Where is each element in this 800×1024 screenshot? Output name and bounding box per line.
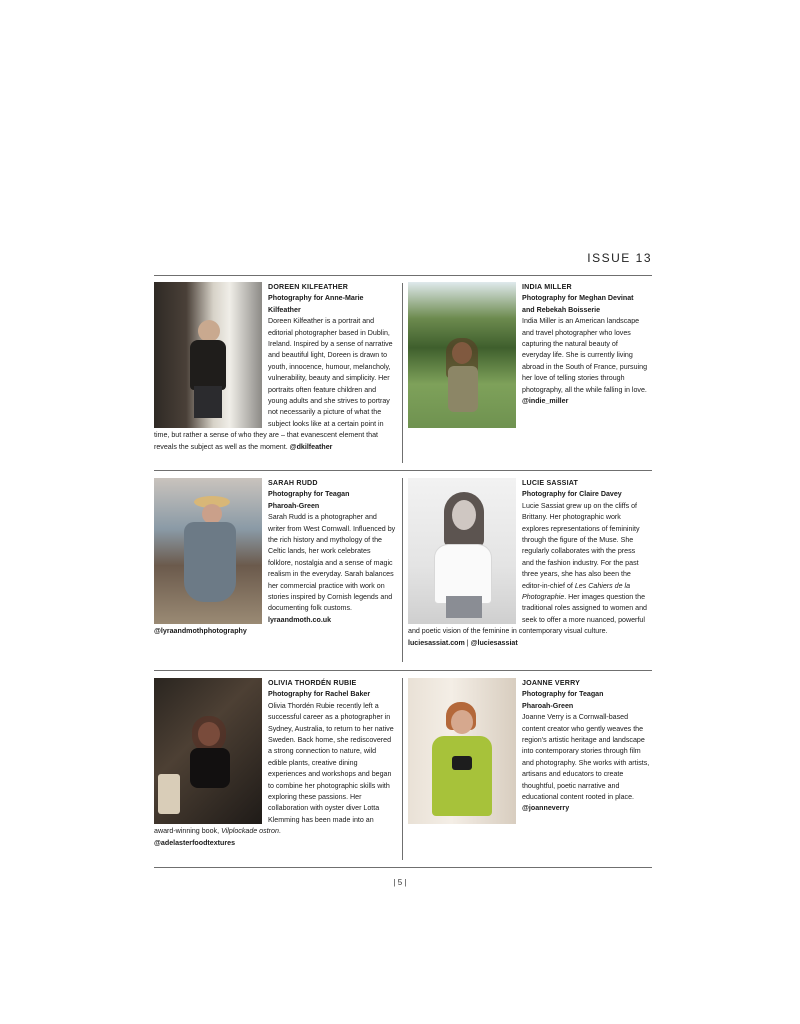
contributor-website[interactable]: luciesassiat.com	[408, 638, 465, 647]
contributor-credit: Photography for Claire Davey	[522, 490, 622, 499]
contributor-joanne-verry	[408, 678, 652, 824]
issue-label: ISSUE 13	[587, 251, 652, 265]
contributor-handle[interactable]: @indie_miller	[522, 397, 569, 406]
contributor-credit: Photography for Anne-Marie Kilfeather	[268, 294, 364, 314]
row-divider-2	[154, 670, 652, 671]
row-divider-1	[154, 470, 652, 471]
contributor-bio: Olivia Thordén Rubie recently left a successful career as a photographer in Sydney, Australia, to return to her native Sweden. Back home, she rediscovered a strong connection to nature, wild edible plants, creative dining experiences and workshops and began to combine her photographic skills with exploring these passions. Her collaboration with oyster diver Lotta Klemming has been made into an award-winning book, Vilplockade ostron.	[154, 701, 394, 836]
photo-doreen-kilfeather	[154, 282, 262, 428]
contributor-credit: Photography for Rachel Baker	[268, 690, 371, 699]
photo-joanne-verry	[408, 678, 516, 824]
photo-olivia-thorden-rubie	[154, 678, 262, 824]
contributor-name: DOREEN KILFEATHER	[268, 283, 349, 291]
photo-sarah-rudd	[154, 478, 262, 624]
contributor-website[interactable]: lyraandmoth.co.uk	[268, 615, 332, 624]
contributor-credit: Photography for Teagan Pharoah-Green	[268, 490, 350, 510]
contributor-handle[interactable]: @dkilfeather	[289, 442, 333, 451]
contributor-name: JOANNE VERRY	[522, 679, 581, 687]
contributor-lucie-sassiat	[408, 478, 648, 649]
top-rule	[154, 275, 652, 276]
contributor-bio: Sarah Rudd is a photographer and writer from West Cornwall. Influenced by the rich history and mythology of the Celtic lands, her work celebrates folklore, nostalgia and a sense of magic realism in the everyday. Sarah balances her commercial practice with work on stories inspired by Cornish legends and documenting folk customs.	[268, 513, 396, 613]
bottom-rule	[154, 867, 652, 868]
contributor-india-miller	[408, 282, 648, 428]
column-divider-3	[402, 678, 403, 860]
column-divider-2	[402, 478, 403, 662]
contributor-name: SARAH RUDD	[268, 479, 318, 487]
contributor-name: OLIVIA THORDÉN RUBIE	[268, 679, 357, 687]
photo-lucie-sassiat	[408, 478, 516, 624]
link-separator: |	[464, 638, 471, 647]
contributor-doreen-kilfeather	[154, 282, 396, 453]
contributor-bio: Lucie Sassiat grew up on the cliffs of Brittany. Her photographic work explores representations of femininity through the figure of the Muse. She regularly collaborates with the press and the fashion industry. For the past three years, she has also been the editor-in-chief of Les Cahiers de la Photographie. Her images question the traditional roles assigned to women and seek to offer a more nuanced, powerful and poetic vision of the feminine in contemporary visual culture.	[408, 501, 648, 636]
contributor-sarah-rudd	[154, 478, 396, 638]
contributor-handle[interactable]: @lyraandmothphotography	[154, 627, 247, 636]
column-divider-1	[402, 283, 403, 463]
contributor-handle[interactable]: @joanneverry	[522, 804, 570, 813]
contributor-name: LUCIE SASSIAT	[522, 479, 579, 487]
contributor-handle[interactable]: @adelasterfoodtextures	[154, 838, 236, 847]
contributor-credit: Photography for Teagan Pharoah-Green	[522, 690, 604, 710]
photo-india-miller	[408, 282, 516, 428]
contributor-credit: Photography for Meghan Devinat and Rebekah Boisserie	[522, 294, 634, 314]
contributor-name: INDIA MILLER	[522, 283, 572, 291]
page-number: | 5 |	[393, 878, 407, 887]
contributor-olivia-thorden-rubie	[154, 678, 396, 849]
contributor-bio: India Miller is an American landscape and travel photographer who loves capturing the natural beauty of everyday life. She is currently living abroad in the South of France, pursuing her love of telling stories through photography, all the while falling in love.	[522, 317, 648, 394]
contributor-handle[interactable]: @luciesassiat	[470, 638, 518, 647]
contributor-bio: Doreen Kilfeather is a portrait and editorial photographer based in Dublin, Ireland. Inspired by a sense of narrative and beautiful light, Doreen is drawn to youth, innocence, humour, melancholy, vulnerability, beauty and simplicity. Her portraits often feature children and young adults and she strives to portray not necessarily a picture of what the subject looks like at a certain point in time, but rather a sense of who they are – that evanescent element that reveals the subject as well as the moment.	[154, 317, 393, 451]
contributor-bio: Joanne Verry is a Cornwall-based content creator who gently weaves the region's artistic heritage and landscape into contemporary stories through film and photography. She works with artists, artisans and educators to create thoughtful, poetic narrative and educational content rooted in place.	[522, 713, 650, 802]
